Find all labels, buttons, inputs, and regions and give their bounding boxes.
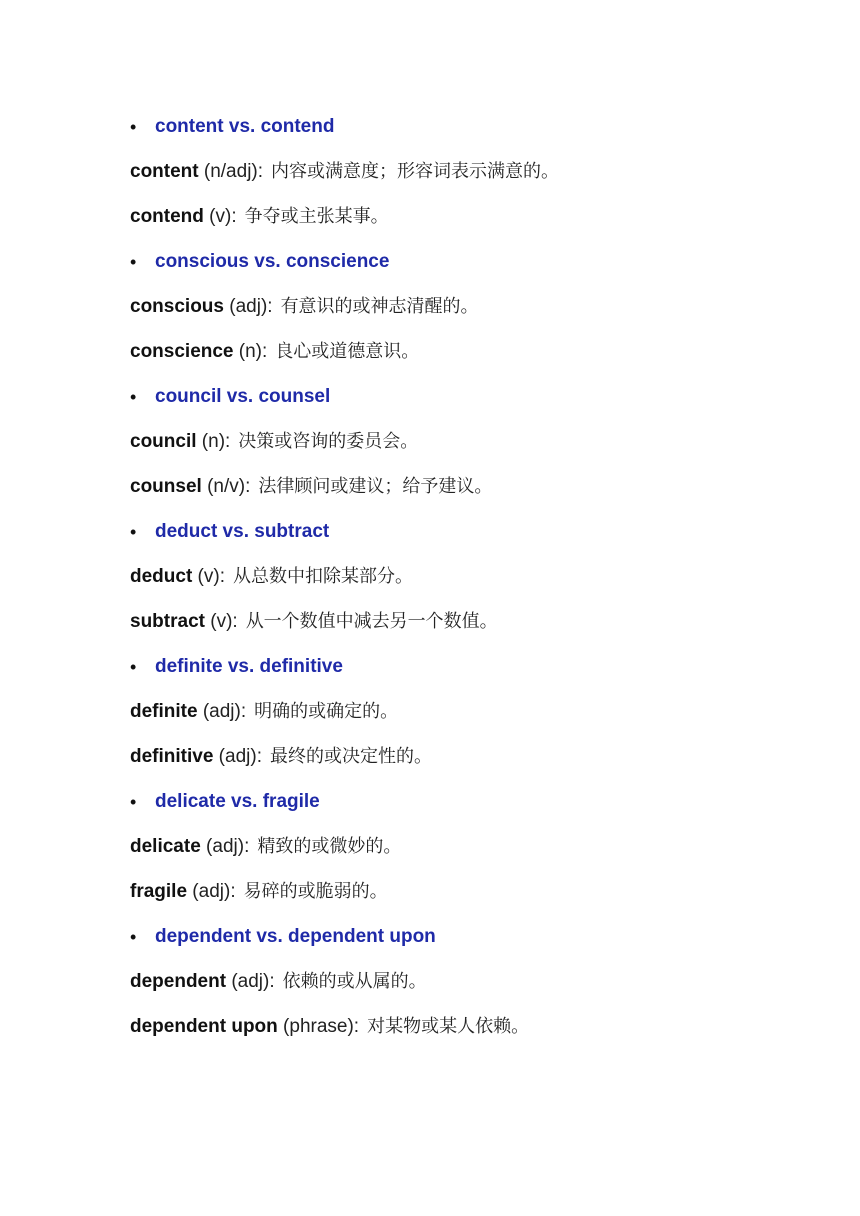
colon: : [240, 701, 247, 722]
entry-heading [130, 518, 810, 563]
part-of-speech: (phrase) [277, 1016, 354, 1037]
bullet-icon: • [130, 522, 137, 542]
term: subtract [130, 611, 205, 632]
colon: : [262, 341, 268, 362]
term: council [130, 431, 197, 452]
definition-line [130, 473, 810, 518]
term: dependent [130, 971, 227, 992]
definition: 争夺或主张某事。 [244, 206, 389, 227]
part-of-speech: (n/v) [201, 476, 246, 497]
part-of-speech: (v) [204, 611, 233, 632]
bullet-icon: • [130, 792, 137, 812]
word-comparison-list [130, 113, 810, 1058]
term: counsel [130, 476, 202, 497]
term: definite [130, 701, 198, 722]
term: conscience [130, 341, 234, 362]
definition: 决策或咨询的委员会。 [238, 431, 419, 452]
entry-heading [130, 383, 810, 428]
entry-heading [130, 788, 810, 833]
definition-line [130, 158, 810, 203]
definition: 有意识的或神志清醒的。 [280, 296, 479, 317]
colon: : [219, 566, 225, 587]
entry-heading [130, 248, 810, 293]
part-of-speech: (v) [203, 206, 232, 227]
term: conscious [130, 296, 224, 317]
term: definitive [130, 746, 214, 767]
part-of-speech: (adj) [200, 836, 245, 857]
entry-heading-text: definite vs. definitive [155, 656, 343, 677]
definition: 从总数中扣除某部分。 [233, 566, 413, 587]
entry-heading-text: delicate vs. fragile [155, 791, 320, 812]
colon: : [230, 881, 236, 902]
definition-line [130, 1013, 810, 1058]
definition-line [130, 698, 810, 743]
term: contend [130, 206, 204, 227]
definition-line [130, 608, 810, 653]
definition: 内容或满意度；形容词表示满意的。 [271, 161, 560, 182]
definition-line [130, 293, 810, 338]
entry-heading [130, 923, 810, 968]
bullet-icon: • [130, 657, 137, 677]
colon: : [256, 746, 262, 767]
term: dependent upon [130, 1016, 278, 1037]
part-of-speech: (n/adj) [198, 161, 258, 182]
colon: : [244, 836, 250, 857]
definition-line [130, 338, 810, 383]
part-of-speech: (n) [196, 431, 226, 452]
colon: : [232, 611, 238, 632]
term: deduct [130, 566, 193, 587]
definition: 从一个数值中减去另一个数值。 [245, 611, 498, 632]
definition-line [130, 428, 810, 473]
bullet-icon: • [130, 927, 137, 947]
colon: : [245, 476, 251, 497]
definition: 精致的或微妙的。 [257, 836, 402, 857]
part-of-speech: (adj) [223, 296, 268, 317]
definition-line [130, 203, 810, 248]
part-of-speech: (v) [192, 566, 220, 587]
definition: 依赖的或从属的。 [282, 971, 427, 992]
colon: : [269, 971, 275, 992]
definition: 明确的或确定的。 [254, 701, 399, 722]
term: fragile [130, 881, 188, 902]
definition-line [130, 833, 810, 878]
bullet-icon: • [130, 387, 137, 407]
part-of-speech: (adj) [187, 881, 231, 902]
definition: 良心或道德意识。 [275, 341, 420, 362]
entry-heading [130, 653, 810, 698]
definition-line [130, 563, 810, 608]
entry-heading-text: dependent vs. dependent upon [155, 926, 436, 947]
colon: : [257, 161, 264, 182]
entry-heading-text: council vs. counsel [155, 386, 331, 407]
entry-heading-text: deduct vs. subtract [155, 521, 330, 542]
colon: : [267, 296, 273, 317]
bullet-icon: • [130, 117, 137, 137]
part-of-speech: (adj) [197, 701, 241, 722]
entry-heading-text: conscious vs. conscience [155, 251, 390, 272]
part-of-speech: (n) [233, 341, 262, 362]
bullet-icon: • [130, 252, 137, 272]
definition-line [130, 743, 810, 788]
entry-heading-text: content vs. contend [155, 116, 335, 137]
part-of-speech: (adj) [213, 746, 257, 767]
part-of-speech: (adj) [226, 971, 270, 992]
definition: 对某物或某人依赖。 [367, 1016, 530, 1037]
definition: 最终的或决定性的。 [269, 746, 432, 767]
term: content [130, 161, 199, 182]
definition-line [130, 878, 810, 923]
colon: : [353, 1016, 360, 1037]
entry-heading [130, 113, 810, 158]
term: delicate [130, 836, 201, 857]
definition-line [130, 968, 810, 1013]
colon: : [225, 431, 231, 452]
colon: : [231, 206, 237, 227]
definition: 易碎的或脆弱的。 [243, 881, 388, 902]
definition: 法律顾问或建议；给予建议。 [258, 476, 493, 497]
